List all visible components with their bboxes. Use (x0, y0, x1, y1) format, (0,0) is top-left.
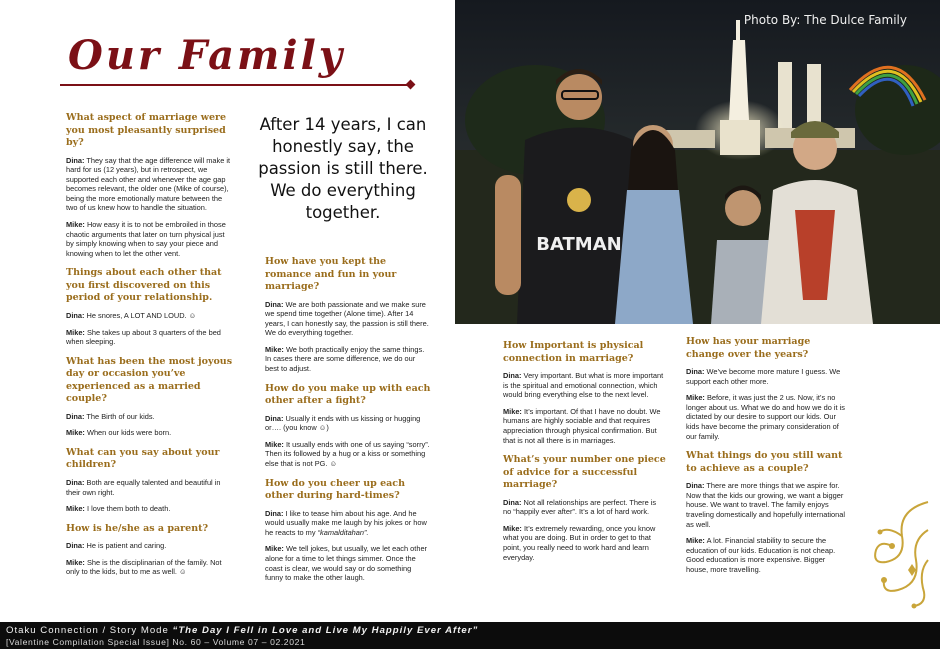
answer-text: Not all relationships are perfect. There is no “happily ever after”. It’s a lot of hard work. (503, 497, 657, 517)
answer-text: It’s extremely rewarding, once you know what you are doing. But in order to get to that point, you really need to work hard and learn everyday. (503, 523, 656, 562)
answer-text: We’ve become more mature I guess. We support each other more. (686, 367, 841, 386)
speaker-label: Mike: (66, 220, 85, 230)
answer-text: She is the disciplinarian of the family. Not only to the kids, but to me as well. ☺ (66, 557, 222, 577)
speaker-label: Dina: (503, 497, 522, 507)
question-heading: What can you say about your children? (66, 446, 220, 471)
answer-text: I like to tease him about his age. And he would usually make me laugh by his jokes or how he reacts to my (265, 508, 427, 537)
answer (66, 541, 234, 551)
question-heading: What has been the most joyous day or occasion you’ve experienced as a married couple? (66, 355, 233, 405)
pull-quote: After 14 years, I can honestly say, the passion is still there. We do everything together. (258, 115, 428, 222)
question-heading: What aspect of marriage were you most pleasantly surprised by? (66, 112, 227, 148)
question-heading: What things do you still want to achieve as a couple? (686, 450, 843, 474)
footer-story-title: “The Day I Fell in Love and Live My Happily Ever After” (172, 625, 479, 636)
speaker-label: Mike: (66, 327, 85, 337)
answer-text: I love them both to death. (86, 504, 171, 514)
answer (503, 371, 666, 400)
answer (503, 498, 666, 517)
answer-text: When our kids were born. (86, 428, 172, 438)
answer (265, 544, 431, 582)
answer (686, 367, 846, 386)
qa-block (503, 340, 666, 445)
answer-text: We are both passionate and we make sure we spend time together (Alone time). After 14 years, I can honestly say, the passion is still there. We do everything together. (265, 299, 429, 338)
person-head (725, 190, 761, 226)
answer (265, 345, 431, 374)
night-scene-illustration (455, 0, 940, 324)
speaker-label: Dina: (686, 481, 705, 491)
statue-torch (736, 20, 740, 42)
cap (791, 121, 839, 138)
speaker-label: Dina: (66, 411, 85, 421)
answer (66, 428, 234, 438)
speaker-label: Mike: (503, 406, 522, 416)
speaker-label: Mike: (686, 536, 705, 546)
question-heading: How Important is physical connection in marriage? (503, 340, 644, 364)
answer (66, 412, 234, 422)
speaker-label: Dina: (686, 367, 705, 376)
answer (265, 300, 431, 338)
question-heading: How has your marriage change over the years? (686, 336, 811, 360)
speaker-label: Mike: (265, 344, 284, 354)
answer-text: We tell jokes, but usually, we let each other alone for a time to let things simmer. Once the coast is clear, we would say or do something funny to make the other laugh. (265, 544, 428, 583)
speaker-label: Dina: (503, 371, 522, 380)
qa-block (503, 454, 666, 562)
statue-base (720, 120, 760, 155)
answer (265, 414, 431, 433)
answer (66, 220, 234, 258)
answer (66, 311, 234, 321)
bat-emblem-icon (567, 188, 591, 212)
answer-text: How easy it is to not be embroiled in those chaotic arguments that later on turn physical just by simply knowing when to say your piece and knowing when to let the other vent. (66, 220, 226, 258)
question-heading: How have you kept the romance and fun in your marriage? (265, 256, 397, 292)
qa-block (66, 356, 234, 438)
answer-text: It’s important. Of that I have no doubt. We humans are highly sociable and that requires appreciation through physical confirmation. But that is not all there is in marriages. (503, 406, 661, 445)
answer (66, 328, 234, 347)
answer (503, 407, 666, 445)
answer-text: The Birth of our kids. (86, 411, 155, 421)
answer-text: He snores, A LOT AND LOUD. ☺ (86, 310, 197, 320)
answer-text: There are more things that we aspire for. Now that the kids our growing, we want a bigger house. We want to travel. The family enjoys traveling domestically and hopefully international as well. (686, 481, 845, 529)
question-heading: How do you cheer up each other during hard-times? (265, 477, 405, 502)
speaker-label: Dina: (66, 477, 85, 487)
column-4 (686, 336, 846, 584)
shirt-text: BATMAN (536, 234, 622, 255)
answer-text: A lot. Financial stability to secure the education of our kids. Education is not cheap. Good education is more expensive. Bigger house, more travelling. (686, 536, 836, 574)
answer-text: She takes up about 3 quarters of the bed when sleeping. (66, 327, 221, 347)
footer-bar (0, 622, 940, 649)
question-heading: How do you make up with each other after a fight? (265, 382, 431, 407)
qa-block (265, 478, 431, 583)
footer-section: Otaku Connection / Story Mode (6, 625, 173, 636)
statue-icon (729, 40, 749, 120)
answer (66, 504, 234, 514)
speaker-label: Mike: (66, 557, 85, 567)
answer (66, 156, 234, 214)
footer-line-1 (6, 622, 940, 637)
speaker-label: Dina: (66, 310, 85, 320)
answer-text: Both are equally talented and beautiful in their own right. (66, 477, 221, 497)
speaker-label: Dina: (66, 155, 85, 165)
answer-text: Before, it was just the 2 us. Now, it’s no longer about us. What we do and how we do it is dictated by our desire to support our kids. Our kids have become the primary consideration of our family. (686, 393, 845, 441)
question-heading: How is he/she as a parent? (66, 522, 209, 534)
qa-block (66, 447, 234, 514)
page-title: Our Family (68, 32, 346, 79)
answer (503, 524, 666, 562)
gold-flourish-ornament (868, 500, 930, 610)
qa-block (686, 450, 846, 574)
answer-text: Usually it ends with us kissing or hugging or…. (you know ☺) (265, 413, 421, 433)
speaker-label: Mike: (66, 428, 85, 438)
person-arm (495, 175, 521, 295)
column-1 (66, 112, 234, 586)
column-2 (265, 256, 431, 592)
answer-text: Very important. But what is more important is the spiritual and emotional connection, which would bring everything else to the next level. (503, 371, 664, 400)
answer-text: He is patient and caring. (86, 541, 167, 551)
family-photo (455, 0, 940, 324)
question-heading: Things about each other that you first discovered on this period of your relationship. (66, 267, 222, 304)
speaker-label: Mike: (265, 439, 284, 449)
question-heading: What’s your number one piece of advice for a successful marriage? (503, 454, 666, 491)
qa-block (265, 256, 431, 374)
footer-issue-info: [Valentine Compilation Special Issue] No. 60 – Volume 07 – 02.2021 (6, 637, 306, 647)
speaker-label: Dina: (265, 413, 284, 423)
speaker-label: Dina: (265, 508, 284, 518)
answer (686, 393, 846, 441)
speaker-label: Dina: (66, 541, 85, 551)
qa-block (686, 336, 846, 441)
qa-block (265, 383, 431, 469)
answer (265, 440, 431, 469)
answer (686, 481, 846, 529)
title-underline (60, 84, 412, 86)
speaker-label: Dina: (265, 299, 284, 309)
answer-text: It usually ends with one of us saying “sorry”. Then its followed by a hug or a kiss or something else that is not PG. ☺ (265, 439, 430, 469)
speaker-label: Mike: (503, 523, 522, 533)
speaker-label: Mike: (265, 544, 284, 554)
answer-text: They say that the age difference will make it hard for us (12 years), but in retrospect, we supported each other and whenever the age gap becomes relevant, the older one (Mike of course), being the more emotionally mature between the two of us knew how to handle the situation. (66, 155, 231, 213)
answer-emphasis: “kamalditahan”. (317, 527, 369, 537)
answer (66, 478, 234, 497)
answer (66, 558, 234, 577)
column-3 (503, 340, 666, 571)
speaker-label: Mike: (686, 393, 705, 403)
qa-block (66, 267, 234, 346)
qa-block (66, 523, 234, 577)
qa-block (66, 112, 234, 258)
answer (265, 509, 431, 538)
answer (686, 536, 846, 574)
photo-credit: Photo By: The Dulce Family (743, 13, 907, 27)
answer-text: We both practically enjoy the same things. In cases there are some difference, we do our best to adjust. (265, 344, 425, 374)
speaker-label: Mike: (66, 504, 85, 514)
